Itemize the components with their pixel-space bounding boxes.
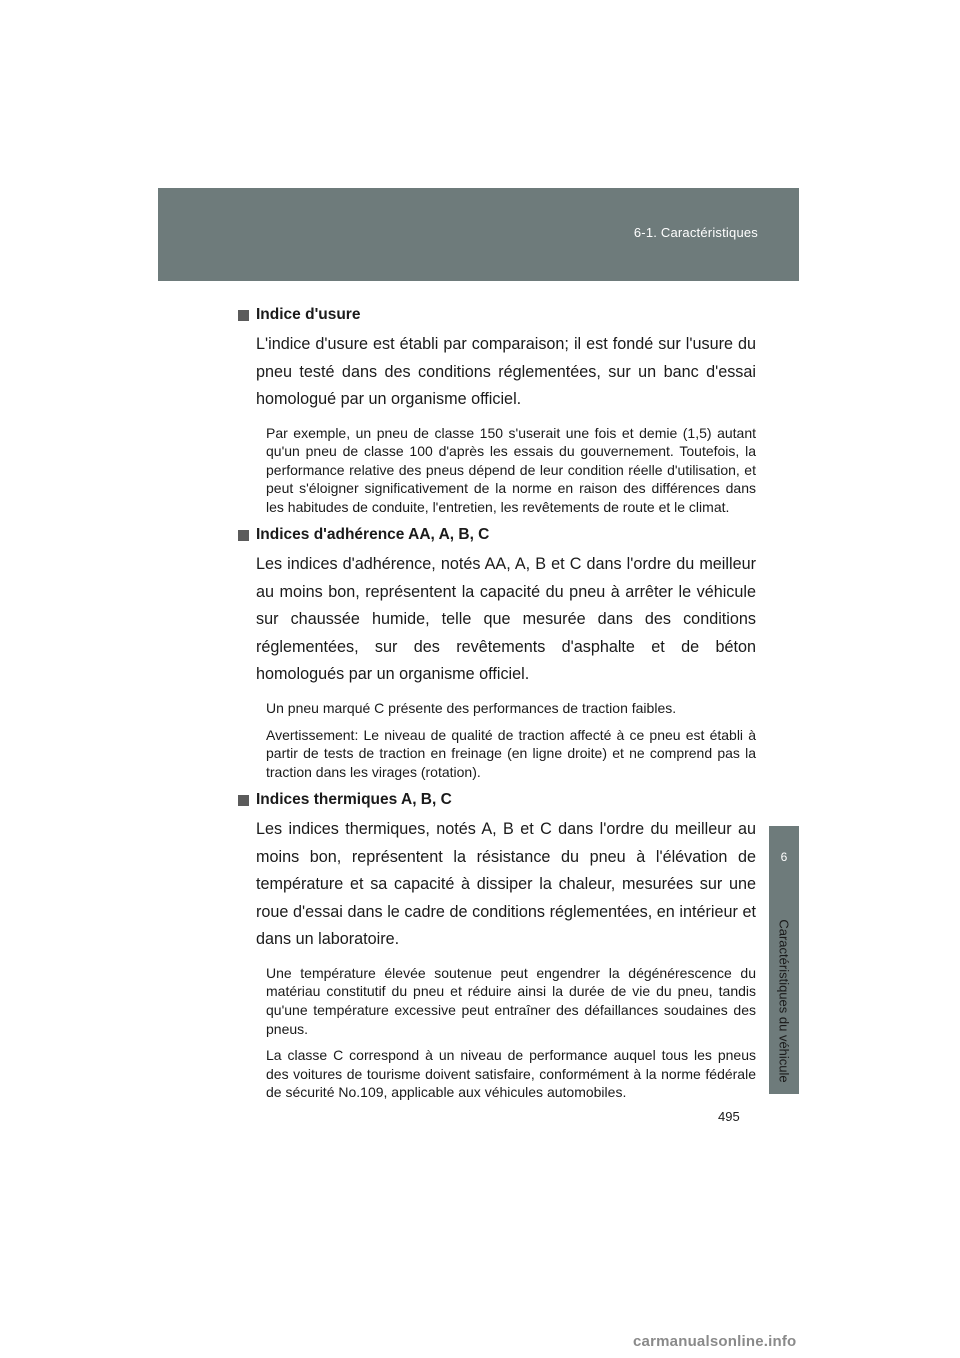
page-content (240, 304, 756, 1110)
chapter-number: 6 (780, 850, 788, 864)
section-body: L'indice d'usure est établi par comparaison; il est fondé sur l'usure du pneu testé dans des conditions réglementées, sur un banc d'essai homologué par un organisme officiel. (256, 335, 756, 408)
section-title: 6-1. Caractéristiques (633, 225, 758, 240)
section-body: Les indices thermiques, notés A, B et C dans l'ordre du meilleur au moins bon, représentent la résistance du pneu à l'élévation de température et sa capacité à dissiper la chaleur, mesurées sur une roue d'essai dans le cadre de conditions réglementées, en intérieur et dans un laboratoire. (256, 820, 756, 949)
section-note: Avertissement: Le niveau de qualité de traction affecté à ce pneu est établi à partir de tests de traction en freinage (en ligne droite) et ne comprend pas la traction dans les virages (rotation). (266, 726, 756, 780)
section-note: Une température élevée soutenue peut engendrer la dégénérescence du matériau constitutif du pneu et réduire ainsi la durée de vie du pneu, tandis qu'une température excessive peut entraîner des défaillances soudaines des pneus. (266, 964, 756, 1037)
watermark: carmanualsonline.info (633, 1333, 797, 1350)
chapter-label (775, 908, 793, 1094)
section-heading: Indice d'usure (240, 304, 756, 326)
section-temperature-index (240, 789, 756, 1102)
section-note: Un pneu marqué C présente des performances de traction faibles. (266, 699, 677, 716)
square-bullet-icon (238, 310, 249, 321)
page-number: 495 (718, 1109, 740, 1124)
section-note: La classe C correspond à un niveau de performance auquel tous les pneus des voitures de tourisme doivent satisfaire, conformément à la norme fédérale de sécurité No.109, applicable aux véhicules automobiles. (266, 1047, 756, 1101)
square-bullet-icon (238, 530, 249, 541)
section-note: Par exemple, un pneu de classe 150 s'userait une fois et demie (1,5) autant qu'un pneu de classe 100 d'après les essais du gouvernement. Toutefois, la performance relative des pneus dépend de leur condition réelle d'utilisation, et peut s'éloigner significativement de la norme en raison des différences dans les habitudes de conduite, l'entretien, les revêtements de route et le climat. (266, 424, 756, 515)
section-heading: Indices thermiques A, B, C (240, 789, 756, 811)
section-traction-index (240, 524, 756, 781)
square-bullet-icon (238, 795, 249, 806)
chapter-label-text: Caractéristiques du véhicule (776, 919, 792, 1083)
section-wear-index (240, 304, 756, 516)
section-body: Les indices d'adhérence, notés AA, A, B et C dans l'ordre du meilleur au moins bon, représentent la capacité du pneu à arrêter le véhicule sur chaussée humide, telle que mesurée dans des conditions réglementées, sur des revêtements d'asphalte et de béton homologués par un organisme officiel. (256, 555, 756, 684)
header-band (158, 188, 799, 281)
section-heading: Indices d'adhérence AA, A, B, C (240, 524, 756, 546)
